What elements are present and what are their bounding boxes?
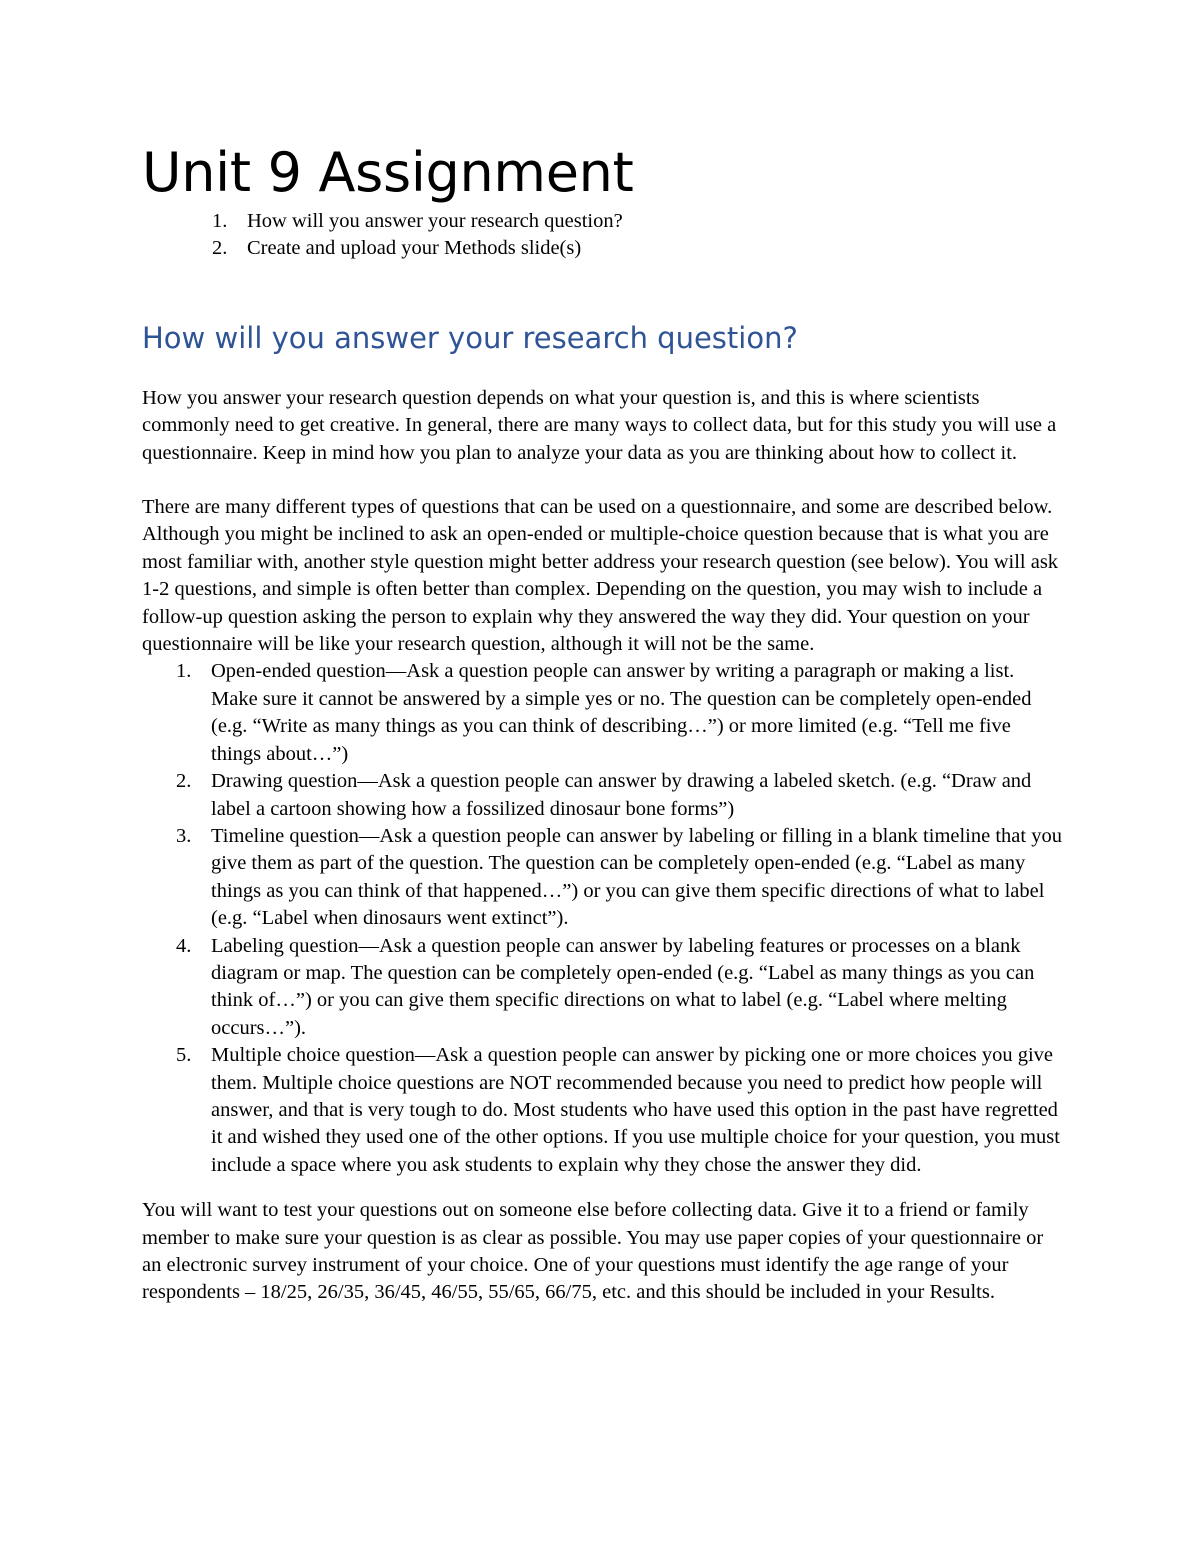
list-text: Timeline question—Ask a question people can answer by labeling or filling in a blank timeline that you give them as part of the question. The question can be completely open-ended (e.g. “Label as many things as you can think of that happened…”) or you can give them specific directions of what to label (e.g. “Label when dinosaurs went extinct”). bbox=[211, 824, 1062, 930]
task-number: 2. bbox=[212, 237, 228, 260]
list-number: 2. bbox=[176, 770, 192, 793]
intro-paragraph: How you answer your research question depends on what your question is, and this is where scientists commonly need to get creative. In general, there are many ways to collect data, but for this study you will use a questionnaire. Keep in mind how you plan to analyze your data as you are thinking about how to collect it. bbox=[142, 386, 1057, 464]
list-number: 5. bbox=[176, 1044, 192, 1067]
list-item bbox=[142, 768, 1062, 823]
list-text: Drawing question—Ask a question people can answer by drawing a labeled sketch. (e.g. “Draw and label a cartoon showing how a fossilized dinosaur bone forms”) bbox=[211, 770, 1032, 820]
section-heading: How will you answer your research question? bbox=[142, 320, 798, 355]
task-item-1 bbox=[142, 208, 1062, 235]
list-text: Multiple choice question—Ask a question people can answer by picking one or more choices you give them. Multiple choice questions are NOT recommended because you need to predict how people will answer, and that is very tough to do. Most students who have used this option in the past have regretted it and wished they used one of the other options. If you use multiple choice for your question, you must include a space where you ask students to explain why they chose the answer they did. bbox=[211, 1044, 1060, 1176]
document-page bbox=[142, 138, 1062, 1307]
testing-paragraph: You will want to test your questions out on someone else before collecting data. Give it to a friend or family member to make sure your question is as clear as possible. You may use paper copies of your questionnaire or an electronic survey instrument of your choice. One of your questions must identify the age range of your respondents – 18/25, 26/35, 36/45, 46/55, 55/65, 66/75, etc. and this should be included in your Results. bbox=[142, 1199, 1044, 1304]
list-number: 3. bbox=[176, 824, 192, 847]
question-types-paragraph: There are many different types of questions that can be used on a questionnaire, and some are described below. Although you might be inclined to ask an open-ended or multiple-choice question because that is what you are most familiar with, another style question might better address your research question (see below). You will ask 1-2 questions, and simple is often better than complex. Depending on the question, you may wish to include a follow-up question asking the person to explain why they answered the way they did. Your question on your questionnaire will be like your research question, although it will not be the same. bbox=[142, 496, 1059, 656]
list-number: 1. bbox=[176, 660, 192, 683]
assignment-task-list bbox=[142, 208, 1062, 263]
list-item bbox=[142, 933, 1062, 1043]
task-number: 1. bbox=[212, 210, 228, 232]
list-item bbox=[142, 1042, 1062, 1179]
list-item bbox=[142, 823, 1062, 933]
task-item-2 bbox=[142, 235, 1062, 262]
task-text: Create and upload your Methods slide(s) bbox=[247, 237, 582, 260]
list-number: 4. bbox=[176, 934, 192, 957]
document-title: Unit 9 Assignment bbox=[142, 141, 634, 204]
question-types-list bbox=[142, 658, 1062, 1179]
list-text: Labeling question—Ask a question people can answer by labeling features or processes on a blank diagram or map. The question can be completely open-ended (e.g. “Label as many things as you can think of…”) or you can give them specific directions on what to label (e.g. “Label where melting occurs…”). bbox=[211, 934, 1035, 1039]
list-text: Open-ended question—Ask a question people can answer by writing a paragraph or making a list. Make sure it cannot be answered by a simple yes or no. The question can be completely open-ended (e.g. “Write as many things as you can think of describing…”) or more limited (e.g. “Tell me five things about…”) bbox=[211, 660, 1032, 765]
list-item bbox=[142, 658, 1062, 768]
task-text: How will you answer your research question? bbox=[247, 210, 623, 232]
